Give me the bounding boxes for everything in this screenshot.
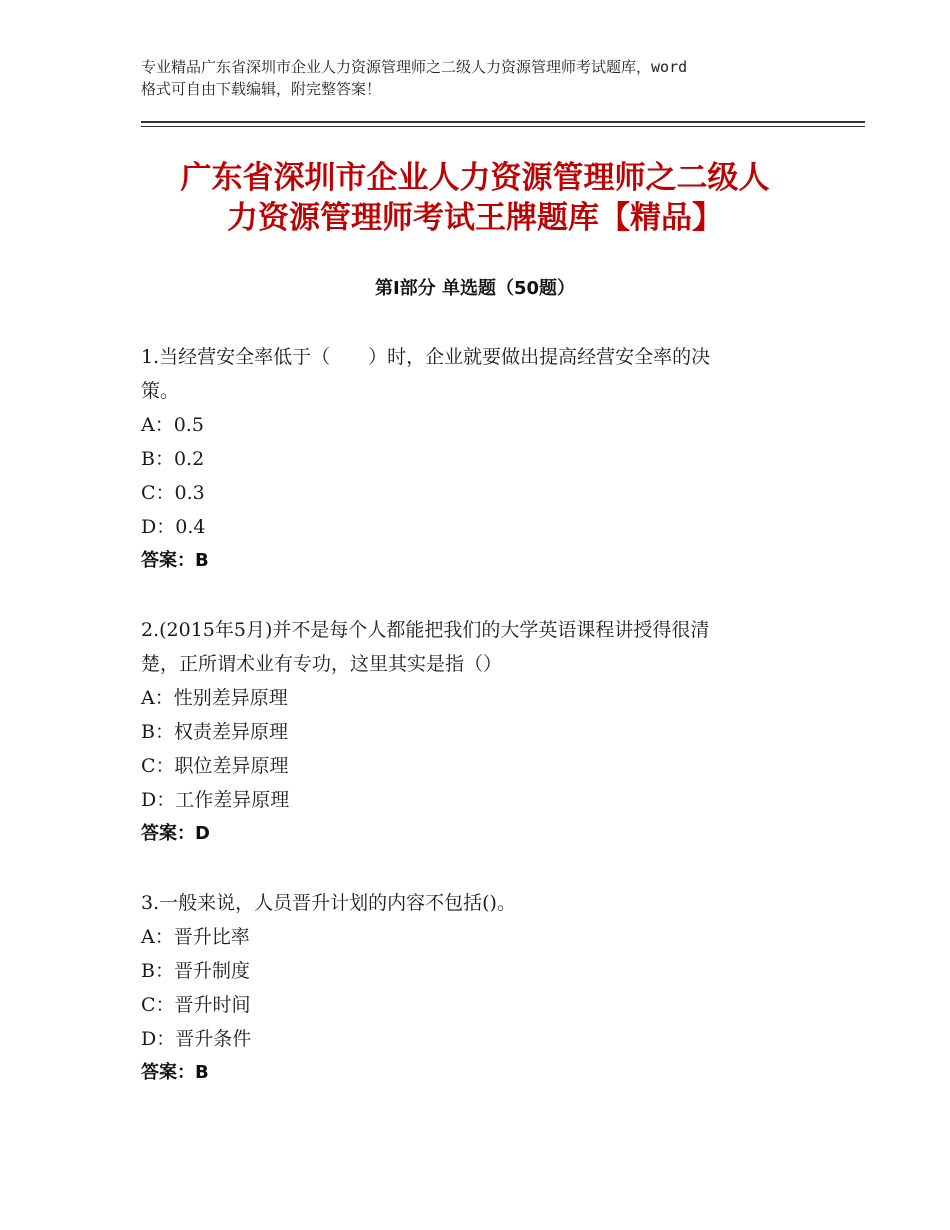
header-note-line-1: 专业精品广东省深圳市企业人力资源管理师之二级人力资源管理师考试题库，word — [141, 58, 688, 76]
option-a: A：晋升比率 — [141, 926, 250, 948]
question-2 — [141, 613, 821, 851]
header-rule-thin — [141, 126, 865, 127]
option-a: A：性别差异原理 — [141, 687, 288, 709]
question-stem-line-2: 楚，正所谓术业有专功，这里其实是指（） — [141, 653, 503, 675]
option-c: C：0.3 — [141, 482, 205, 504]
question-stem-line-1: 2.(2015年5月)并不是每个人都能把我们的大学英语课程讲授得很清 — [141, 619, 710, 641]
question-3 — [141, 886, 821, 1090]
question-1 — [141, 340, 821, 578]
section-heading: 第Ⅰ部分 单选题（50题） — [374, 278, 575, 299]
header-note-line-2: 格式可自由下载编辑，附完整答案！ — [141, 80, 382, 98]
option-d: D：0.4 — [141, 516, 206, 538]
header-note — [141, 56, 831, 100]
option-b: B：权责差异原理 — [141, 721, 288, 743]
option-d: D：晋升条件 — [141, 1028, 252, 1050]
document-title-line-1: 广东省深圳市企业人力资源管理师之二级人 — [180, 160, 770, 196]
question-stem-line-1: 1.当经营安全率低于（ ）时，企业就要做出提高经营安全率的决 — [141, 346, 711, 368]
option-c: C：晋升时间 — [141, 994, 251, 1016]
question-stem-line-2: 策。 — [141, 380, 180, 402]
option-c: C：职位差异原理 — [141, 755, 289, 777]
answer: 答案：B — [141, 1062, 209, 1083]
answer: 答案：B — [141, 550, 209, 571]
header-rule-thick — [141, 121, 865, 123]
option-d: D：工作差异原理 — [141, 789, 290, 811]
option-a: A：0.5 — [141, 414, 204, 436]
option-b: B：晋升制度 — [141, 960, 250, 982]
option-b: B：0.2 — [141, 448, 205, 470]
answer: 答案：D — [141, 823, 210, 844]
document-title-line-2: 力资源管理师考试王牌题库【精品】 — [227, 200, 723, 236]
document-title — [100, 158, 850, 238]
question-stem-line-1: 3.一般来说，人员晋升计划的内容不包括()。 — [141, 892, 516, 914]
